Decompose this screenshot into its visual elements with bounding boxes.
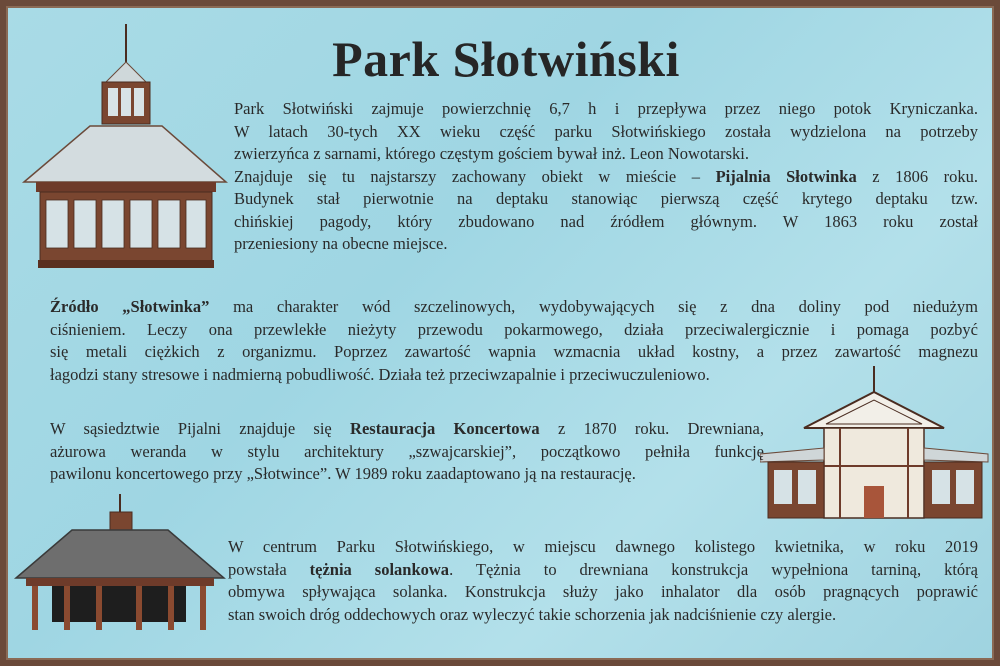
text-run: . Tężnia to drewniana konstrukcja wypełniona tarniną, którą [449, 559, 979, 579]
text-line: Park Słotwiński zajmuje powierzchnię 6,7 h i przepływa przez niego potok Kryniczanka. [234, 99, 978, 118]
restauracja-koncertowa-illustration [760, 366, 992, 526]
text-run: Znajduje się tu najstarszy zachowany obiekt w mieście – [234, 166, 716, 186]
text-line [234, 166, 978, 189]
text-line: się metali ciężkich z organizmu. Poprzez zawartość wapnia wzmacnia układ kostny, a przez zawartość magnezu [50, 342, 978, 361]
text-line: łagodzi stany stresowe i nadmierną pobudliwość. Działa też przeciwzapalnie i przeciwuczuleniowo. [50, 364, 710, 384]
text-line: W centrum Parku Słotwińskiego, w miejscu dawnego kolistego kwietnika, w roku 2019 [228, 537, 978, 556]
text-line: przeniesiony na obecne miejsce. [234, 234, 448, 253]
paragraph-restauracja [50, 418, 764, 486]
text-line: zwierzyńca z sarnami, którego częstym gościem bywał inż. Leon Nowotarski. [234, 144, 749, 163]
bold-teznia-solankowa: tężnia solankowa [309, 559, 450, 579]
paragraph-zrodlo [50, 296, 978, 386]
text-line: chińskiej pagody, który zbudowano nad źródłem głównym. W 1863 roku został [234, 211, 978, 231]
bold-zrodlo-slotwinka: Źródło „Słotwinka” [50, 297, 210, 316]
text-line [50, 418, 764, 441]
text-run: W sąsiedztwie Pijalni znajduje się [50, 419, 351, 438]
text-run: ma charakter wód szczelinowych, wydobywających się z dna doliny pod niedużym [209, 297, 979, 316]
text-run: z 1870 roku. Drewniana, [539, 419, 764, 438]
teznia-solankowa-illustration [12, 494, 226, 634]
bold-restauracja-koncertowa: Restauracja Koncertowa [350, 419, 540, 438]
page-title: Park Słotwiński [332, 31, 680, 87]
text-run: z 1806 roku. [856, 166, 978, 186]
paragraph-park-intro [234, 98, 978, 256]
text-line: obmywa spływająca solanka. Konstrukcja służy jako inhalator dla osób pragnących poprawić [228, 582, 978, 601]
text-run: powstała [228, 559, 310, 579]
text-line [228, 559, 978, 582]
text-line: ażurowa weranda w stylu architektury „szwajcarskiej”, początkowo pełniła funkcję [50, 441, 764, 461]
text-line: ciśnieniem. Leczy ona przewlekłe nieżyty przewodu pokarmowego, działa przeciwalergicznie i pomaga pozbyć [50, 319, 978, 339]
bold-pijalnia-slotwinka: Pijalnia Słotwinka [715, 166, 857, 186]
text-line: Budynek stał pierwotnie na deptaku stanowiąc pierwszą część krytego deptaku tzw. [234, 189, 978, 208]
text-line: pawilonu koncertowego przy „Słotwince”. W 1989 roku zaadaptowano ją na restaurację. [50, 464, 636, 483]
text-line: W latach 30-tych XX wieku część parku Słotwińskiego została wydzielona na potrzeby [234, 121, 978, 141]
text-line: stan swoich dróg oddechowych oraz wyleczyć takie schorzenia jak nadciśnienie czy alergie. [228, 604, 837, 624]
info-board [6, 6, 994, 660]
paragraph-teznia [228, 536, 978, 626]
text-line [50, 296, 978, 319]
